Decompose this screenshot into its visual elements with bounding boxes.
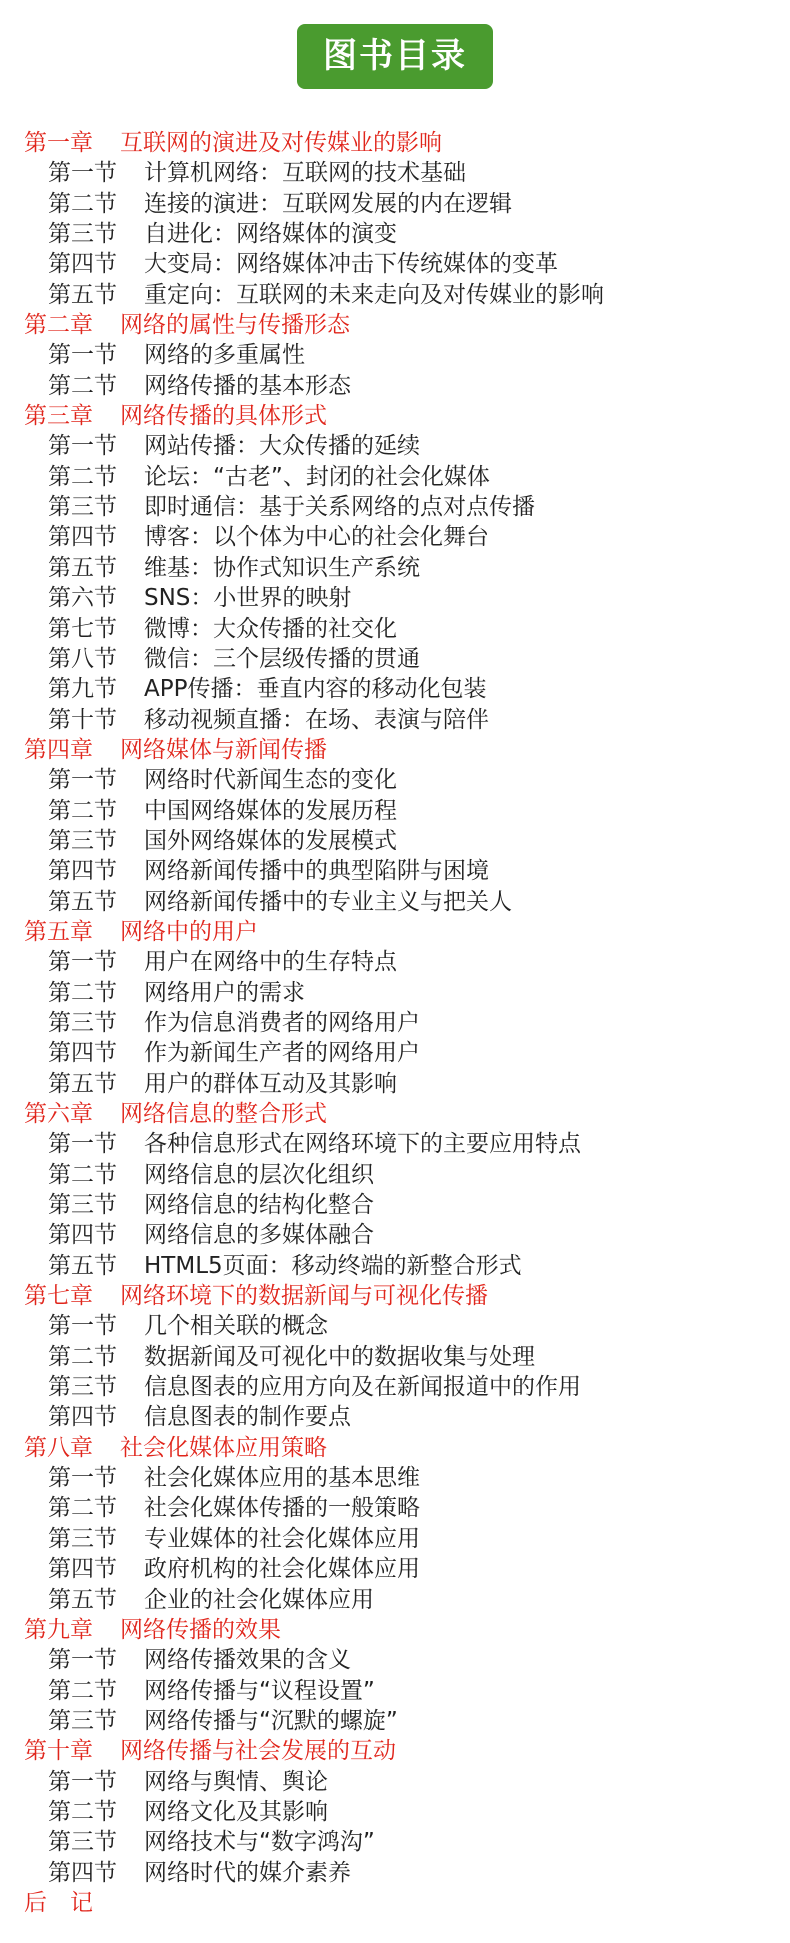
- toc-section: [24, 1858, 774, 1888]
- toc-section: [24, 1554, 774, 1584]
- section-number: 第二节: [48, 1798, 117, 1825]
- toc-section: [24, 553, 774, 583]
- section-number: 第四节: [48, 1859, 117, 1886]
- section-number: 第二节: [48, 190, 117, 217]
- section-title: 国外网络媒体的发展模式: [144, 827, 397, 854]
- chapter-number: 第二章: [24, 312, 93, 339]
- section-number: 第四节: [48, 858, 117, 885]
- section-number: 第二节: [48, 797, 117, 824]
- toc-section: [24, 1797, 774, 1827]
- toc-section: [24, 674, 774, 704]
- section-title: 博客：以个体为中心的社会化舞台: [144, 524, 489, 551]
- section-title: 社会化媒体传播的一般策略: [144, 1495, 420, 1522]
- section-title: 网络新闻传播中的典型陷阱与困境: [144, 858, 489, 885]
- toc-section: [24, 826, 774, 856]
- section-title: 网络技术与“数字鸿沟”: [144, 1829, 375, 1856]
- section-title: 网络与舆情、舆论: [144, 1768, 328, 1795]
- chapter-number: 第一章: [24, 130, 93, 156]
- section-number: 第四节: [48, 1556, 117, 1583]
- toc-section: [24, 856, 774, 886]
- section-title: 计算机网络：互联网的技术基础: [144, 160, 466, 187]
- section-title: 网络传播与“议程设置”: [144, 1677, 375, 1704]
- toc-section: [24, 978, 774, 1008]
- chapter-number: 第九章: [24, 1616, 93, 1643]
- toc-section: [24, 249, 774, 279]
- section-title: 专业媒体的社会化媒体应用: [144, 1525, 420, 1552]
- toc-chapter: [24, 1615, 774, 1645]
- toc-section: [24, 1038, 774, 1068]
- section-number: 第一节: [48, 1768, 117, 1795]
- section-number: 第五节: [48, 554, 117, 581]
- section-number: 第三节: [48, 1829, 117, 1856]
- section-title: 大变局：网络媒体冲击下传统媒体的变革: [144, 251, 558, 278]
- section-number: 第五节: [48, 888, 117, 915]
- chapter-title: 网络媒体与新闻传播: [120, 736, 327, 763]
- section-number: 第三节: [48, 1192, 117, 1219]
- toc-section: [24, 947, 774, 977]
- section-title: 政府机构的社会化媒体应用: [144, 1556, 420, 1583]
- toc-section: [24, 1129, 774, 1159]
- chapter-number: 第三章: [24, 403, 93, 430]
- chapter-title: 社会化媒体应用策略: [120, 1434, 327, 1461]
- chapter-number: 第七章: [24, 1283, 93, 1310]
- section-title: 几个相关联的概念: [144, 1313, 328, 1340]
- section-number: 第三节: [48, 827, 117, 854]
- section-number: 第四节: [48, 1222, 117, 1249]
- section-number: 第二节: [48, 1343, 117, 1370]
- section-title: 用户的群体互动及其影响: [144, 1070, 397, 1097]
- section-number: 第一节: [48, 1131, 117, 1158]
- section-title: SNS：小世界的映射: [144, 585, 352, 612]
- section-title: 自进化：网络媒体的演变: [144, 221, 397, 248]
- chapter-title: 网络环境下的数据新闻与可视化传播: [120, 1283, 488, 1310]
- toc-section: [24, 219, 774, 249]
- section-number: 第七节: [48, 615, 117, 642]
- page-title: 图书目录: [297, 24, 493, 89]
- chapter-title: 互联网的演进及对传媒业的影响: [120, 130, 442, 156]
- section-number: 第五节: [48, 1070, 117, 1097]
- section-number: 第四节: [48, 1404, 117, 1431]
- section-title: 各种信息形式在网络环境下的主要应用特点: [144, 1131, 581, 1158]
- toc-section: [24, 1311, 774, 1341]
- chapter-title: 网络中的用户: [120, 918, 258, 945]
- section-number: 第一节: [48, 1647, 117, 1674]
- toc-section: [24, 1342, 774, 1372]
- toc-section: [24, 1190, 774, 1220]
- section-title: 网络新闻传播中的专业主义与把关人: [144, 888, 512, 915]
- section-title: 重定向：互联网的未来走向及对传媒业的影响: [144, 281, 604, 308]
- toc-section: [24, 431, 774, 461]
- toc-section: [24, 1372, 774, 1402]
- chapter-title: 网络传播的具体形式: [120, 403, 327, 430]
- section-number: 第三节: [48, 494, 117, 521]
- section-title: 用户在网络中的生存特点: [144, 949, 397, 976]
- toc-section: [24, 1008, 774, 1038]
- toc-section: [24, 1676, 774, 1706]
- toc-chapter: [24, 401, 774, 431]
- section-title: 网络信息的层次化组织: [144, 1161, 374, 1188]
- section-number: 第二节: [48, 1495, 117, 1522]
- toc-section: [24, 1069, 774, 1099]
- toc-section: [24, 1827, 774, 1857]
- section-number: 第五节: [48, 1252, 117, 1279]
- toc-section: [24, 583, 774, 613]
- section-number: 第一节: [48, 1465, 117, 1492]
- toc-section: [24, 614, 774, 644]
- chapter-number: 第八章: [24, 1434, 93, 1461]
- section-title: 信息图表的制作要点: [144, 1404, 351, 1431]
- section-title: 微信：三个层级传播的贯通: [144, 645, 420, 672]
- toc-section: [24, 340, 774, 370]
- section-title: 维基：协作式知识生产系统: [144, 554, 420, 581]
- section-title: 网络传播与“沉默的螺旋”: [144, 1707, 398, 1734]
- section-title: 网络传播效果的含义: [144, 1647, 351, 1674]
- toc-section: [24, 705, 774, 735]
- toc-section: [24, 1585, 774, 1615]
- section-number: 第一节: [48, 342, 117, 369]
- section-title: 论坛：“古老”、封闭的社会化媒体: [144, 463, 490, 490]
- toc-section: [24, 765, 774, 795]
- section-number: 第八节: [48, 645, 117, 672]
- section-number: 第六节: [48, 585, 117, 612]
- section-title: 信息图表的应用方向及在新闻报道中的作用: [144, 1374, 581, 1401]
- toc-section: [24, 1251, 774, 1281]
- chapter-number: 第六章: [24, 1101, 93, 1127]
- section-number: 第四节: [48, 1040, 117, 1067]
- section-number: 第一节: [48, 767, 117, 794]
- section-number: 第二节: [48, 1161, 117, 1188]
- chapter-number: 第四章: [24, 736, 93, 763]
- section-title: 企业的社会化媒体应用: [144, 1586, 374, 1613]
- toc-section: [24, 522, 774, 552]
- chapter-title: 网络信息的整合形式: [120, 1101, 327, 1127]
- toc-chapter: [24, 128, 774, 158]
- section-title: 网络信息的多媒体融合: [144, 1222, 374, 1249]
- section-number: 第二节: [48, 372, 117, 399]
- toc-chapter: [24, 917, 774, 947]
- section-title: 数据新闻及可视化中的数据收集与处理: [144, 1343, 535, 1370]
- section-number: 第一节: [48, 160, 117, 187]
- toc-section: [24, 1767, 774, 1797]
- toc-section: [24, 1493, 774, 1523]
- toc-section: [24, 1220, 774, 1250]
- chapter-number: 第十章: [24, 1738, 93, 1765]
- toc-section: [24, 796, 774, 826]
- section-number: 第四节: [48, 524, 117, 551]
- table-of-contents: [24, 128, 774, 1918]
- section-title: 作为信息消费者的网络用户: [144, 1009, 420, 1036]
- chapter-title: 网络的属性与传播形态: [120, 312, 350, 339]
- toc-chapter: [24, 1736, 774, 1766]
- section-title: 作为新闻生产者的网络用户: [144, 1040, 420, 1067]
- section-number: 第三节: [48, 1009, 117, 1036]
- chapter-title: 网络传播与社会发展的互动: [120, 1738, 396, 1765]
- chapter-title: 网络传播的效果: [120, 1616, 281, 1643]
- toc-chapter: [24, 735, 774, 765]
- section-title: 微博：大众传播的社交化: [144, 615, 397, 642]
- chapter-number: 后 记: [24, 1889, 93, 1916]
- section-title: 网络的多重属性: [144, 342, 305, 369]
- toc-section: [24, 1463, 774, 1493]
- section-number: 第九节: [48, 676, 117, 703]
- chapter-number: 第五章: [24, 918, 93, 945]
- section-title: 即时通信：基于关系网络的点对点传播: [144, 494, 535, 521]
- toc-section: [24, 1645, 774, 1675]
- section-title: 移动视频直播：在场、表演与陪伴: [144, 706, 489, 733]
- section-number: 第三节: [48, 221, 117, 248]
- section-title: 中国网络媒体的发展历程: [144, 797, 397, 824]
- section-title: 社会化媒体应用的基本思维: [144, 1465, 420, 1492]
- section-number: 第三节: [48, 1707, 117, 1734]
- section-number: 第五节: [48, 281, 117, 308]
- toc-section: [24, 158, 774, 188]
- section-number: 第二节: [48, 979, 117, 1006]
- toc-chapter: [24, 1433, 774, 1463]
- toc-section: [24, 1706, 774, 1736]
- toc-section: [24, 189, 774, 219]
- toc-section: [24, 280, 774, 310]
- toc-chapter: [24, 1281, 774, 1311]
- header: [0, 24, 790, 89]
- section-title: APP传播：垂直内容的移动化包装: [144, 676, 487, 703]
- section-number: 第十节: [48, 706, 117, 733]
- section-number: 第一节: [48, 433, 117, 460]
- toc-section: [24, 644, 774, 674]
- toc-section: [24, 462, 774, 492]
- section-number: 第二节: [48, 463, 117, 490]
- section-number: 第三节: [48, 1525, 117, 1552]
- toc-section: [24, 492, 774, 522]
- section-number: 第三节: [48, 1374, 117, 1401]
- section-title: 连接的演进：互联网发展的内在逻辑: [144, 190, 512, 217]
- toc-section: [24, 887, 774, 917]
- toc-chapter: [24, 310, 774, 340]
- toc-section: [24, 1160, 774, 1190]
- toc-section: [24, 371, 774, 401]
- section-number: 第二节: [48, 1677, 117, 1704]
- section-number: 第五节: [48, 1586, 117, 1613]
- section-number: 第四节: [48, 251, 117, 278]
- section-title: 网络时代的媒介素养: [144, 1859, 351, 1886]
- toc-section: [24, 1402, 774, 1432]
- section-title: 网站传播：大众传播的延续: [144, 433, 420, 460]
- section-title: 网络文化及其影响: [144, 1798, 328, 1825]
- toc-chapter: [24, 1099, 774, 1129]
- section-title: 网络用户的需求: [144, 979, 305, 1006]
- section-title: 网络信息的结构化整合: [144, 1192, 374, 1219]
- section-title: 网络传播的基本形态: [144, 372, 351, 399]
- section-number: 第一节: [48, 1313, 117, 1340]
- section-title: 网络时代新闻生态的变化: [144, 767, 397, 794]
- section-title: HTML5页面：移动终端的新整合形式: [144, 1252, 522, 1279]
- toc-section: [24, 1524, 774, 1554]
- toc-chapter: [24, 1888, 774, 1918]
- section-number: 第一节: [48, 949, 117, 976]
